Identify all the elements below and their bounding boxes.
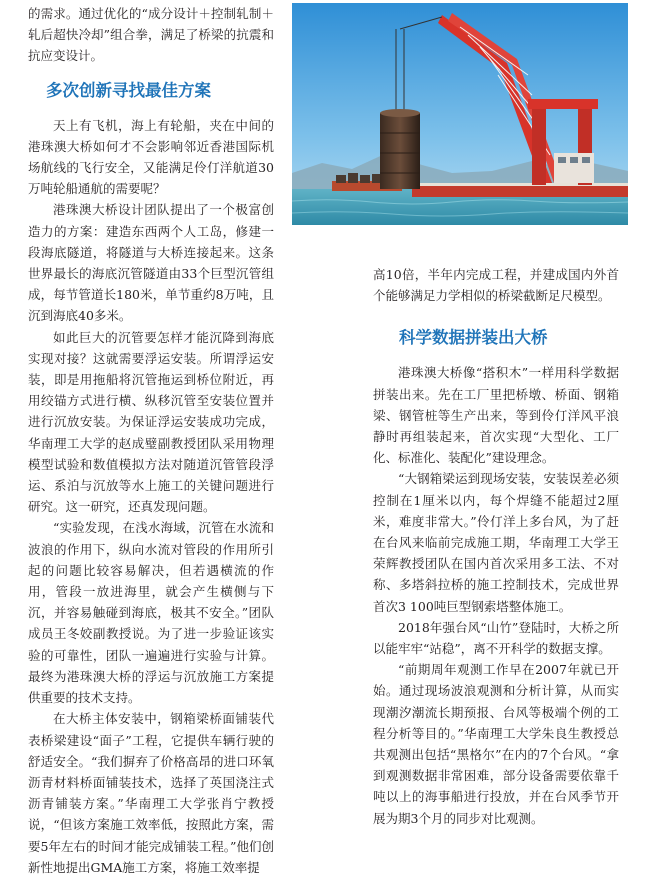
paragraph: 在大桥主体安装中，钢箱梁桥面铺装代表桥梁建设“面子”工程，它提供车辆行驶的舒适安全。“我们摒弃了价格高昂的进口环氧沥青材料桥面铺装技术，选择了英国浇注式沥青铺装方案。”华南理工大学张肖宁教授说，“但该方案施工效率低，按照此方案，需要5年左右的时间才能完成铺装工程。”他们创新性地提出GMA施工方案，将施工效率提 — [28, 711, 274, 875]
right-intro-text: 高10倍，半年内完成工程，并建成国内外首个能够满足力学相似的桥梁截断足尺模型。 — [373, 267, 619, 304]
paragraph: 港珠澳大桥设计团队提出了一个极富创造力的方案：建造东西两个人工岛，修建一段海底隧道，将隧道与大桥连接起来。这条世界最长的海底沉管隧道由33个巨型沉管组成，每节管道长180米，单节重约8万吨，且沉到海底40多米。 — [28, 202, 274, 324]
paragraph: 如此巨大的沉管要怎样才能沉降到海底实现对接？这就需要浮运安装。所谓浮运安装，即是用拖船将沉管拖运到桥位附近，再用绞锚方式进行横、纵移沉管至安装位置并进行沉放安装。为保证浮运安装成功完成，华南理工大学的赵成璧副教授团队采用物理模型试验和数值模拟方法对随道沉管管段浮运、系泊与沉放等水上施工的关键问题进行研究。这一研究，还真发现问题。 — [28, 329, 274, 515]
right-column — [373, 264, 619, 829]
paragraph: “大钢箱梁运到现场安装，安装误差必须控制在1厘米以内，每个焊缝不能超过2厘米，难度非常大。”伶仃洋上多台风，为了赶在台风来临前完成施工期，华南理工大学王荣辉教授团队在国内首次采用多工法、不对称、多塔斜拉桥的施工控制技术，完成世界首次3 100吨巨型钢索塔整体施工。 — [373, 471, 619, 614]
paragraph: 港珠澳大桥像“搭积木”一样用科学数据拼装出来。先在工厂里把桥墩、桥面、钢箱梁、钢管桩等生产出来，等到伶仃洋风平浪静时再组装起来，首次实现“大型化、工厂化、标准化、装配化”建设理念。 — [373, 365, 619, 466]
paragraph: 2018年强台风“山竹”登陆时，大桥之所以能牢牢“站稳”，离不开科学的数据支撑。 — [373, 619, 619, 657]
crane-ship-photo — [292, 3, 628, 225]
left-intro-text: 的需求。通过优化的“成分设计＋控制轧制＋轧后超快冷却”组合拳，满足了桥梁的抗震和抗应变设计。 — [28, 6, 274, 64]
paragraph: “前期周年观测工作早在2007年就已开始。通过现场波浪观测和分析计算，从而实现潮汐潮流长期预报、台风等极端个例的工程分析等目的。”华南理工大学朱良生教授总共观测出包括“黑格尔”在内的7个台风。“拿到观测数据非常困难，部分设备需要依靠千吨以上的海事船进行投放，并在台风季节开展为期3个月的同步对比观测。 — [373, 662, 619, 826]
section-heading-innovation: 多次创新寻找最佳方案 — [46, 80, 211, 100]
section-heading-science: 科学数据拼装出大桥 — [399, 328, 548, 348]
paragraph: “实验发现，在浅水海域，沉管在水流和波浪的作用下，纵向水流对管段的作用所引起的问题比较容易解决，但若遇横流的作用，管段一放进海里，就会产生横侧与下沉，并容易触碰到海底，极其不安全。”团队成员王冬姣副教授说。为了进一步验证该实验的可靠性，团队一遍遍进行实验与计算。最终为港珠澳大桥的浮运与沉放施工方案提供重要的技术支持。 — [28, 520, 274, 706]
left-column — [28, 3, 274, 878]
paragraph: 天上有飞机，海上有轮船，夹在中间的港珠澳大桥如何才不会影响邻近香港国际机场航线的飞行安全，又能满足伶仃洋航道30万吨轮船通航的需要呢？ — [28, 117, 274, 197]
